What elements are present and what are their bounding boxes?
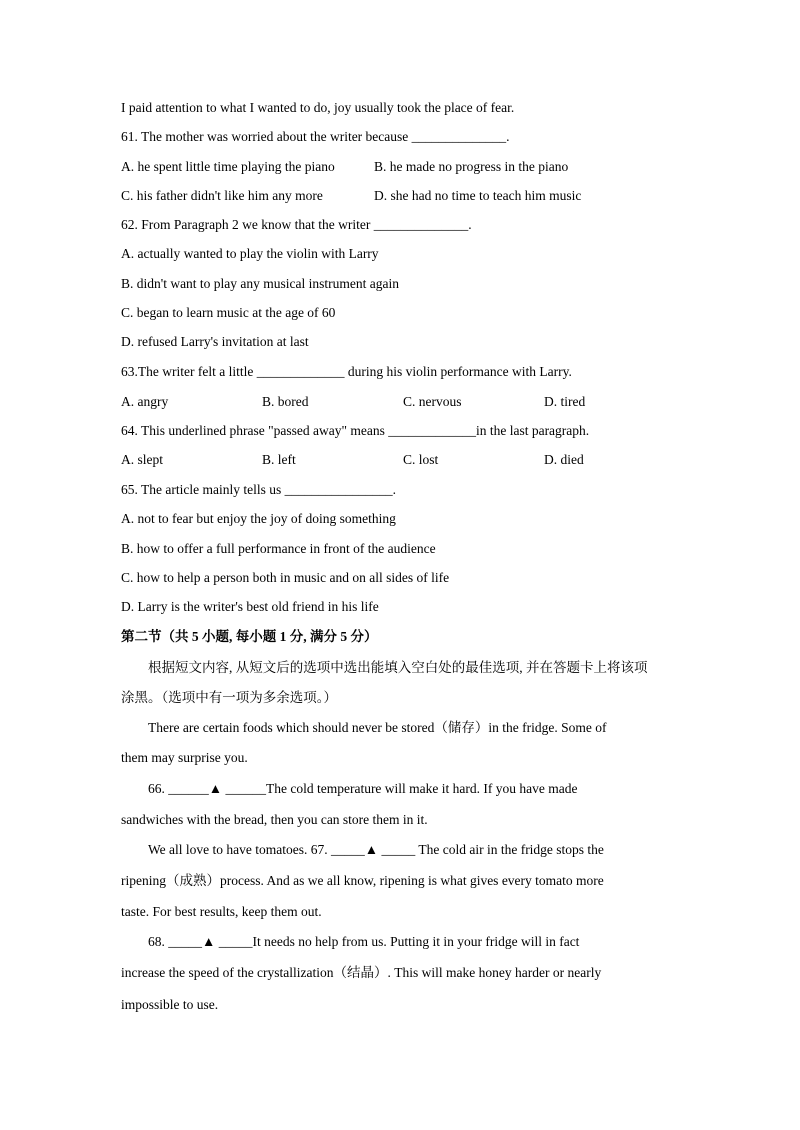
option-62-a: A. actually wanted to play the violin with Larry [121,246,379,261]
option-63-d: D. tired [544,394,586,409]
question-61-options-row-1 [121,158,569,176]
option-65-a: A. not to fear but enjoy the joy of doing something [121,511,396,526]
option-61-b: B. he made no progress in the piano [374,159,569,174]
paragraph-68-line-1: 68. _____▲ _____It needs no help from us. Putting it in your fridge will in fact [148,934,580,949]
option-62-d: D. refused Larry's invitation at last [121,334,309,349]
option-63-a: A. angry [121,394,169,409]
question-62: 62. From Paragraph 2 we know that the writer ______________. [121,217,472,232]
paragraph-66-line-1: 66. ______▲ ______The cold temperature will make it hard. If you have made [148,781,578,796]
paragraph-intro-line-1: There are certain foods which should never be stored（储存）in the fridge. Some of [148,720,607,735]
paragraph-66-line-2: sandwiches with the bread, then you can store them in it. [121,812,428,827]
paragraph-intro-line-2: them may surprise you. [121,750,248,765]
option-62-c: C. began to learn music at the age of 60 [121,305,336,320]
option-61-c: C. his father didn't like him any more [121,188,323,203]
option-62-b: B. didn't want to play any musical instrument again [121,276,400,291]
option-64-d: D. died [544,452,584,467]
option-65-c: C. how to help a person both in music and on all sides of life [121,570,450,585]
option-63-c: C. nervous [403,394,462,409]
paragraph-68-line-2: increase the speed of the crystallization（结晶）. This will make honey harder or nearly [121,965,602,980]
option-64-c: C. lost [403,452,439,467]
section-heading: 第二节（共 5 小题, 每小题 1 分, 满分 5 分） [121,629,378,644]
question-65: 65. The article mainly tells us ________________. [121,482,396,497]
question-64: 64. This underlined phrase "passed away" means _____________in the last paragraph. [121,423,590,438]
option-61-a: A. he spent little time playing the piano [121,159,335,174]
option-64-b: B. left [262,452,296,467]
paragraph-67-line-1: We all love to have tomatoes. 67. _____▲ _____ The cold air in the fridge stops the [148,842,604,857]
paragraph-67-line-2: ripening（成熟）process. And as we all know, ripening is what gives every tomato more [121,873,604,888]
paragraph-67-line-3: taste. For best results, keep them out. [121,904,322,919]
question-63: 63.The writer felt a little _____________ during his violin performance with Larry. [121,364,572,379]
instructions-line-2: 涂黑。（选项中有一项为多余选项。） [121,690,337,705]
option-65-b: B. how to offer a full performance in front of the audience [121,541,436,556]
question-61: 61. The mother was worried about the writer because ______________. [121,129,510,144]
option-63-b: B. bored [262,394,309,409]
question-61-options-row-2 [121,187,582,205]
option-64-a: A. slept [121,452,163,467]
option-61-d: D. she had no time to teach him music [374,188,582,203]
option-65-d: D. Larry is the writer's best old friend in his life [121,599,379,614]
instructions-line-1: 根据短文内容, 从短文后的选项中选出能填入空白处的最佳选项, 并在答题卡上将该项 [148,660,648,675]
paragraph-68-line-3: impossible to use. [121,997,219,1012]
passage-closing-line: I paid attention to what I wanted to do, joy usually took the place of fear. [121,100,515,115]
